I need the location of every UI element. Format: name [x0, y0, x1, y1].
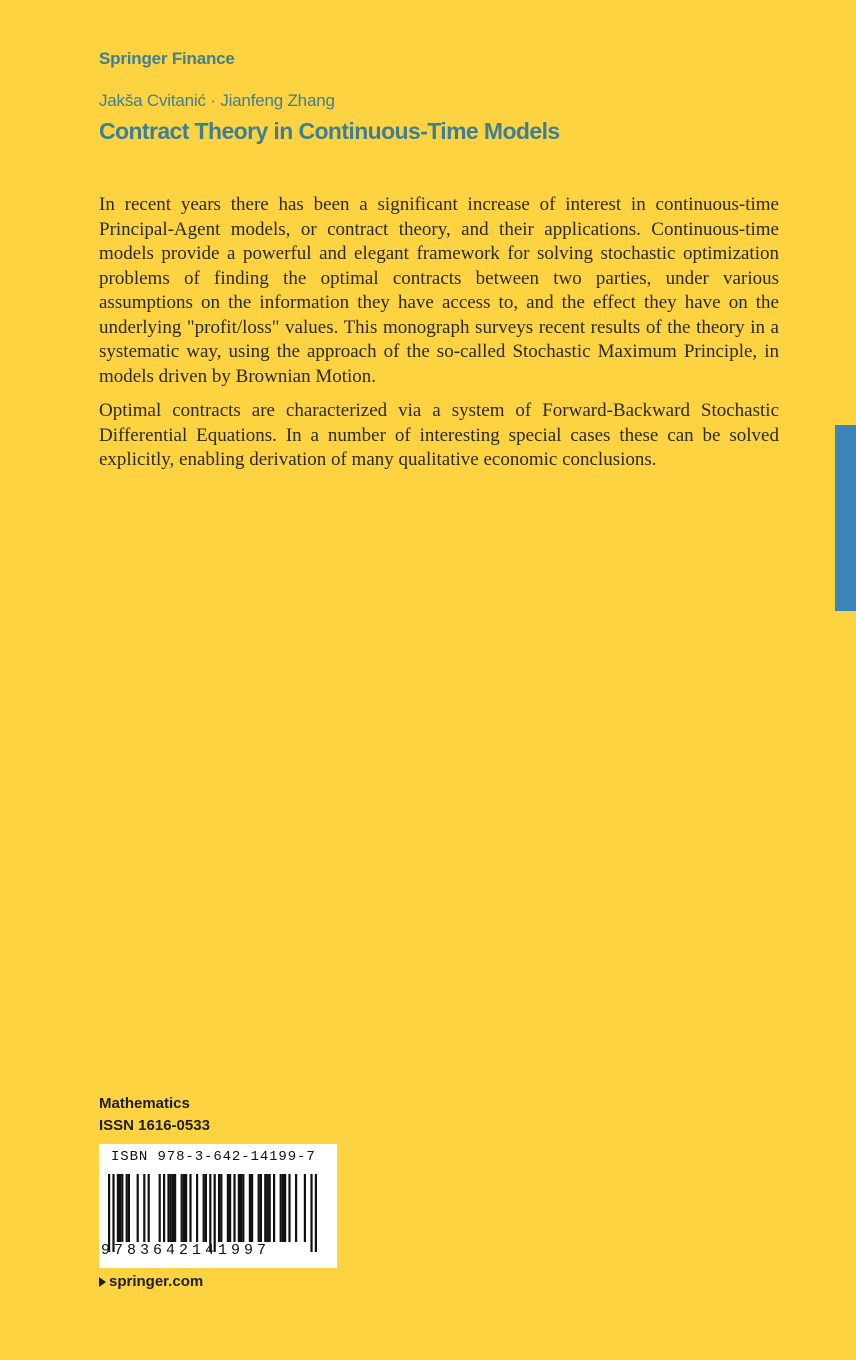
barcode-bar — [282, 1174, 284, 1242]
arrow-right-icon — [99, 1277, 106, 1287]
side-color-tab — [835, 425, 856, 611]
barcode-bar — [220, 1174, 222, 1242]
barcode-bar — [159, 1174, 161, 1242]
barcode-icon — [108, 1174, 328, 1252]
barcode-bar — [172, 1174, 174, 1242]
barcode-bar — [304, 1174, 306, 1242]
barcode-bar — [229, 1174, 231, 1242]
barcode-bar — [218, 1174, 220, 1242]
barcode-bar — [288, 1174, 290, 1242]
issn-label: ISSN 1616-0533 — [99, 1117, 210, 1134]
isbn-text: ISBN 978-3-642-14199-7 — [111, 1149, 316, 1165]
barcode-bar — [242, 1174, 244, 1242]
barcode-bar — [227, 1174, 229, 1242]
barcode-bar — [214, 1174, 216, 1252]
ean-digits: 9783642141997 — [101, 1242, 271, 1259]
barcode-bar — [233, 1174, 235, 1242]
barcode-bar — [185, 1174, 187, 1242]
barcode-bar — [163, 1174, 165, 1242]
barcode-bar — [174, 1174, 176, 1242]
barcode-bar — [310, 1174, 312, 1252]
barcode-bar — [137, 1174, 139, 1242]
barcode-bar — [295, 1174, 297, 1242]
barcode-bar — [119, 1174, 121, 1242]
barcode-bar — [183, 1174, 185, 1242]
blurb-paragraph: Optimal contracts are characterized via a system of Forward-Backward Stochastic Differential Equations. In a number of interesting special cases these can be solved explicitly, enabling derivation of many qualitative economic conclusions. — [99, 400, 779, 470]
barcode-bar — [205, 1174, 207, 1242]
subject-label: Mathematics — [99, 1095, 190, 1112]
barcode-bar — [280, 1174, 282, 1242]
barcode-bar — [251, 1174, 253, 1242]
barcode-bar — [112, 1174, 114, 1252]
website-link[interactable] — [99, 1273, 203, 1290]
barcode-bar — [196, 1174, 198, 1242]
barcode-bar — [117, 1174, 119, 1242]
series-name: Springer Finance — [99, 49, 235, 68]
barcode-bar — [148, 1174, 150, 1242]
barcode-bar — [181, 1174, 183, 1242]
barcode-bar — [273, 1174, 275, 1242]
barcode-panel — [99, 1144, 337, 1268]
authors: Jakša Cvitanić · Jianfeng Zhang — [99, 91, 335, 110]
barcode-bar — [269, 1174, 271, 1242]
barcode-bar — [128, 1174, 130, 1242]
barcode-bar — [249, 1174, 251, 1242]
barcode-bar — [126, 1174, 128, 1242]
barcode-bar — [167, 1174, 169, 1242]
barcode-bar — [266, 1174, 268, 1242]
barcode-bar — [108, 1174, 110, 1252]
barcode-bar — [315, 1174, 317, 1252]
barcode-bar — [189, 1174, 191, 1242]
barcode-bar — [209, 1174, 211, 1252]
blurb-paragraph: In recent years there has been a significant increase of interest in continuous-time Principal-Agent models, or contract theory, and their applications. Continuous-time models provide a powerful and elegant framework for solving stochastic optimization problems of finding the optimal contracts between two parties, under various assumptions on the information they have access to, and the effect they have on the underlying "profit/loss" values. This monograph surveys recent results of the theory in a systematic way, using the approach of the so-called Stochastic Maximum Principle, in models driven by Brownian Motion. — [99, 194, 779, 387]
barcode-bar — [258, 1174, 260, 1242]
barcode-bar — [284, 1174, 286, 1242]
book-title: Contract Theory in Continuous-Time Models — [99, 118, 560, 144]
barcode-bar — [260, 1174, 262, 1242]
blurb — [99, 193, 779, 483]
website-text: springer.com — [109, 1273, 204, 1290]
barcode-bar — [264, 1174, 266, 1242]
barcode-bar — [143, 1174, 145, 1242]
barcode-bar — [240, 1174, 242, 1242]
barcode-bar — [203, 1174, 205, 1242]
barcode-bar — [238, 1174, 240, 1242]
barcode-bar — [170, 1174, 172, 1242]
barcode-bar — [121, 1174, 123, 1242]
